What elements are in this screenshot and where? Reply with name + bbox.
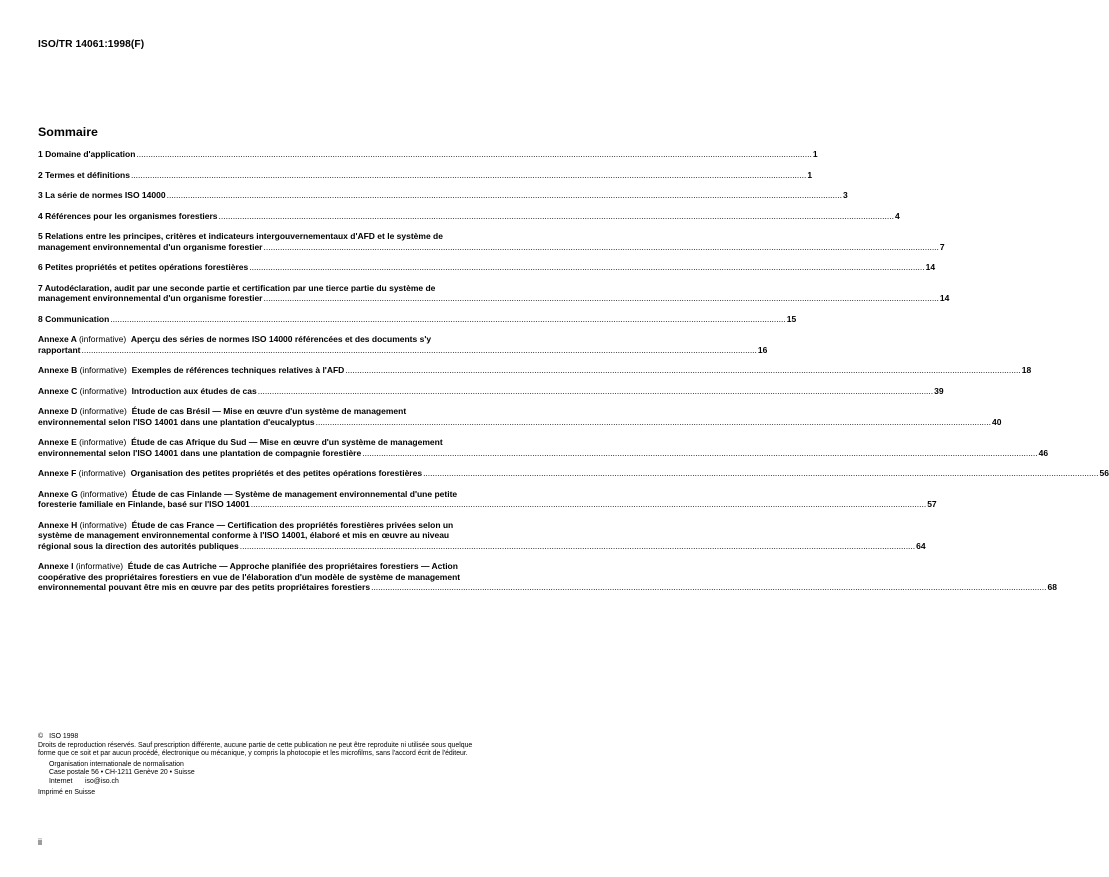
toc-entry-text: environnemental selon l'ISO 14001 dans une plantation de compagnie forestière bbox=[38, 447, 362, 458]
toc-entry-text: Étude de cas France — Certification des propriétés forestières privées selon un bbox=[131, 519, 454, 530]
toc-page-number: 1 bbox=[807, 169, 813, 180]
toc-entry-last-line bbox=[38, 241, 945, 253]
annex-informative-label: (informative) bbox=[79, 365, 127, 375]
toc-entry[interactable] bbox=[38, 561, 1057, 593]
dot-leader: .............................................................................................................................................................................................................................................................................................. bbox=[371, 582, 1047, 592]
toc-page-number: 14 bbox=[939, 293, 950, 303]
dot-leader: .............................................................................................................................................................................................................................................................................................. bbox=[130, 169, 807, 180]
toc-entry[interactable] bbox=[38, 313, 797, 325]
annex-label: Annexe F bbox=[38, 468, 77, 478]
toc-entry-line bbox=[38, 231, 569, 242]
annex-informative-label: (informative) bbox=[79, 406, 127, 416]
toc-entry-last-line bbox=[38, 149, 818, 160]
toc-entry[interactable] bbox=[38, 231, 945, 252]
toc-entry[interactable] bbox=[38, 406, 1002, 427]
toc-entry-line bbox=[38, 334, 569, 345]
toc-entry-line bbox=[38, 561, 569, 572]
toc-entry-last-line bbox=[38, 210, 900, 222]
toc-page-number: 16 bbox=[757, 344, 768, 355]
annex-informative-label: (informative) bbox=[80, 488, 128, 499]
toc-entry[interactable] bbox=[38, 437, 1049, 458]
toc-entry-text: Étude de cas Brésil — Mise en œuvre d'un système de management bbox=[131, 406, 407, 416]
annex-informative-label: (informative) bbox=[79, 385, 127, 396]
toc-entry-line bbox=[38, 530, 569, 541]
annex-informative-label: (informative) bbox=[78, 468, 126, 478]
toc-entry-text: foresterie familiale en Finlande, basé sur l'ISO 14001 bbox=[38, 499, 250, 509]
toc-entry-text: 2 Termes et définitions bbox=[38, 169, 130, 180]
toc-page-number: 39 bbox=[934, 385, 944, 396]
annex-informative-label: (informative) bbox=[79, 437, 127, 447]
toc-entry-text: 4 Références pour les organismes forestiers bbox=[38, 210, 218, 221]
rights-text-2: forme que ce soit et par aucun procédé, électronique ou mécanique, y compris la photocopie et les microfilms, sans l'accord écrit de l'éditeur. bbox=[38, 750, 468, 758]
toc-page-number: 4 bbox=[894, 210, 900, 221]
toc-entry-last-line bbox=[38, 385, 944, 397]
toc-page-number: 40 bbox=[992, 416, 1002, 427]
toc-entry-text-wrap bbox=[38, 345, 81, 356]
toc-entry-text-wrap bbox=[38, 262, 248, 273]
table-of-contents bbox=[38, 149, 1109, 603]
toc-entry-text-wrap bbox=[38, 468, 422, 479]
publisher-address-block bbox=[38, 761, 578, 787]
toc-entry-last-line bbox=[38, 293, 950, 304]
toc-page-number: 7 bbox=[939, 241, 945, 252]
toc-page-number: 57 bbox=[927, 499, 937, 509]
toc-entry[interactable] bbox=[38, 149, 818, 160]
toc-entry-text-wrap bbox=[38, 448, 361, 459]
copyright-text: ISO 1998 bbox=[49, 733, 79, 740]
toc-entry-last-line bbox=[38, 540, 926, 552]
toc-entry-line bbox=[38, 572, 569, 583]
printed-in: Imprimé en Suisse bbox=[38, 788, 96, 796]
toc-page-number: 14 bbox=[925, 262, 936, 272]
toc-entry[interactable] bbox=[38, 385, 944, 397]
toc-entry-text-wrap bbox=[38, 149, 135, 160]
toc-entry-last-line bbox=[38, 499, 937, 510]
toc-entry-text: 3 La série de normes ISO 14000 bbox=[38, 190, 166, 200]
toc-entry-last-line bbox=[38, 313, 797, 325]
toc-entry[interactable] bbox=[38, 262, 936, 273]
toc-entry-text: management environnemental d'un organisme forestier bbox=[38, 241, 263, 252]
publisher-internet bbox=[49, 778, 578, 787]
toc-entry-text: 8 Communication bbox=[38, 313, 110, 324]
toc-page-number: 15 bbox=[786, 313, 797, 324]
dot-leader: .............................................................................................................................................................................................................................................................................................. bbox=[263, 241, 939, 252]
publisher-org: Organisation internationale de normalisation bbox=[49, 760, 184, 768]
toc-entry-text: management environnemental d'un organisme forestier bbox=[38, 293, 263, 303]
toc-entry-text: environnemental selon l'ISO 14001 dans une plantation d'eucalyptus bbox=[38, 416, 315, 427]
toc-entry-line bbox=[38, 406, 569, 417]
toc-entry-text: Étude de cas Finlande — Système de management environnemental d'une petite bbox=[132, 488, 458, 499]
toc-entry-text: régional sous la direction des autorités publiques bbox=[38, 540, 239, 551]
toc-entry-text-wrap bbox=[38, 190, 166, 201]
toc-entry-text-wrap bbox=[38, 211, 218, 222]
toc-entry-last-line bbox=[38, 262, 936, 273]
annex-label: Annexe I bbox=[38, 561, 74, 571]
toc-page-number: 64 bbox=[916, 540, 926, 551]
toc-entry-text: Organisation des petites propriétés et des petites opérations forestières bbox=[130, 468, 423, 478]
toc-entry-last-line bbox=[38, 169, 813, 181]
annex-label: Annexe D bbox=[38, 406, 78, 416]
dot-leader: .............................................................................................................................................................................................................................................................................................. bbox=[218, 210, 894, 221]
toc-entry-text: Étude de cas Afrique du Sud — Mise en œuvre d'un système de management bbox=[131, 437, 443, 447]
copyright-footer bbox=[38, 733, 578, 797]
toc-title: Sommaire bbox=[38, 125, 98, 139]
internet-label: Internet bbox=[49, 777, 73, 785]
toc-entry-text: coopérative des propriétaires forestiers en vue de l'élaboration d'un modèle de système de management bbox=[38, 571, 461, 582]
toc-page-number: 18 bbox=[1021, 365, 1032, 375]
toc-entry-last-line bbox=[38, 582, 1057, 593]
toc-entry-text: 6 Petites propriétés et petites opérations forestières bbox=[38, 262, 249, 272]
toc-entry-text: Aperçu des séries de normes ISO 14000 référencées et des documents s'y bbox=[130, 334, 432, 344]
toc-entry[interactable] bbox=[38, 169, 813, 181]
dot-leader: .............................................................................................................................................................................................................................................................................................. bbox=[362, 447, 1038, 458]
copyright-symbol: © bbox=[38, 733, 44, 740]
toc-entry-text-wrap bbox=[38, 293, 263, 304]
annex-informative-label: (informative) bbox=[78, 334, 127, 344]
page-number: ii bbox=[38, 837, 42, 847]
dot-leader: .............................................................................................................................................................................................................................................................................................. bbox=[315, 416, 992, 427]
toc-entry[interactable] bbox=[38, 190, 848, 201]
dot-leader: .............................................................................................................................................................................................................................................................................................. bbox=[81, 344, 757, 355]
dot-leader: .............................................................................................................................................................................................................................................................................................. bbox=[257, 385, 934, 396]
dot-leader: .............................................................................................................................................................................................................................................................................................. bbox=[345, 365, 1021, 375]
toc-entry-text: environnemental pouvant être mis en œuvre par des petits propriétaires forestiers bbox=[38, 582, 371, 592]
annex-label: Annexe H bbox=[38, 519, 78, 530]
toc-entry-line bbox=[38, 520, 569, 531]
toc-entry-last-line bbox=[38, 416, 1002, 428]
toc-entry-text: 1 Domaine d'application bbox=[38, 149, 136, 159]
toc-entry-text-wrap bbox=[38, 170, 130, 181]
toc-entry-text: système de management environnemental conforme à l'ISO 14001, élaboré et mis en œuvre au niveau bbox=[38, 530, 450, 540]
toc-entry[interactable] bbox=[38, 282, 950, 304]
annex-label: Annexe B bbox=[38, 365, 78, 375]
toc-entry-last-line bbox=[38, 344, 768, 356]
annex-label: Annexe C bbox=[38, 385, 78, 396]
internet-email: iso@iso.ch bbox=[85, 777, 119, 785]
toc-entry-last-line bbox=[38, 468, 1109, 479]
toc-page-number: 3 bbox=[843, 190, 848, 200]
toc-entry[interactable] bbox=[38, 365, 1032, 376]
dot-leader: .............................................................................................................................................................................................................................................................................................. bbox=[136, 149, 812, 159]
annex-label: Annexe A bbox=[38, 334, 77, 344]
toc-entry-text: rapportant bbox=[38, 344, 81, 355]
copyright-line bbox=[38, 733, 578, 742]
toc-entry[interactable] bbox=[38, 334, 768, 355]
annex-label: Annexe G bbox=[38, 488, 78, 499]
toc-entry-text-wrap bbox=[38, 417, 315, 428]
dot-leader: .............................................................................................................................................................................................................................................................................................. bbox=[239, 540, 916, 551]
toc-page-number: 1 bbox=[812, 149, 818, 159]
toc-entry-text: 7 Autodéclaration, audit par une seconde partie et certification par une tierce partie du système de bbox=[38, 282, 436, 293]
toc-entry-text-wrap bbox=[38, 386, 257, 397]
toc-entry-text: Introduction aux études de cas bbox=[131, 385, 257, 396]
toc-entry-text-wrap bbox=[38, 242, 263, 253]
toc-entry[interactable] bbox=[38, 519, 926, 552]
annex-informative-label: (informative) bbox=[79, 519, 127, 530]
document-id-header: ISO/TR 14061:1998(F) bbox=[38, 39, 145, 50]
toc-entry-last-line bbox=[38, 365, 1032, 376]
rights-text-1: Droits de reproduction réservés. Sauf prescription différente, aucune partie de cette publication ne peut être reproduite ni utilisée sous quelque bbox=[38, 741, 473, 749]
toc-entry[interactable] bbox=[38, 210, 900, 222]
dot-leader: .............................................................................................................................................................................................................................................................................................. bbox=[423, 468, 1099, 478]
toc-entry-last-line bbox=[38, 447, 1049, 459]
toc-entry-text-wrap bbox=[38, 541, 239, 552]
toc-entry-line bbox=[38, 283, 569, 294]
toc-entry-text-wrap bbox=[38, 314, 109, 325]
dot-leader: .............................................................................................................................................................................................................................................................................................. bbox=[250, 499, 927, 509]
toc-entry-text: Étude de cas Autriche — Approche planifiée des propriétaires forestiers — Action bbox=[127, 561, 458, 571]
dot-leader: .............................................................................................................................................................................................................................................................................................. bbox=[166, 190, 842, 200]
annex-label: Annexe E bbox=[38, 437, 77, 447]
toc-entry[interactable] bbox=[38, 468, 1109, 479]
toc-entry-line bbox=[38, 489, 569, 500]
toc-entry-text-wrap bbox=[38, 499, 250, 510]
toc-entry-text: 5 Relations entre les principes, critères et indicateurs intergouvernementaux d'AFD et le système de bbox=[38, 231, 443, 241]
dot-leader: .............................................................................................................................................................................................................................................................................................. bbox=[249, 262, 925, 272]
publisher-address: Case postale 56 • CH-1211 Genève 20 • Suisse bbox=[49, 769, 195, 777]
toc-page-number: 46 bbox=[1038, 447, 1049, 458]
toc-entry-text: Exemples de références techniques relatives à l'AFD bbox=[131, 365, 345, 375]
toc-page-number: 68 bbox=[1047, 582, 1057, 592]
toc-entry-line bbox=[38, 437, 569, 448]
dot-leader: .............................................................................................................................................................................................................................................................................................. bbox=[110, 313, 786, 324]
toc-entry[interactable] bbox=[38, 488, 937, 510]
toc-entry-text-wrap bbox=[38, 365, 344, 376]
toc-entry-text-wrap bbox=[38, 582, 370, 593]
toc-entry-last-line bbox=[38, 190, 848, 201]
toc-page-number: 56 bbox=[1099, 468, 1109, 478]
dot-leader: .............................................................................................................................................................................................................................................................................................. bbox=[263, 293, 939, 303]
annex-informative-label: (informative) bbox=[75, 561, 124, 571]
